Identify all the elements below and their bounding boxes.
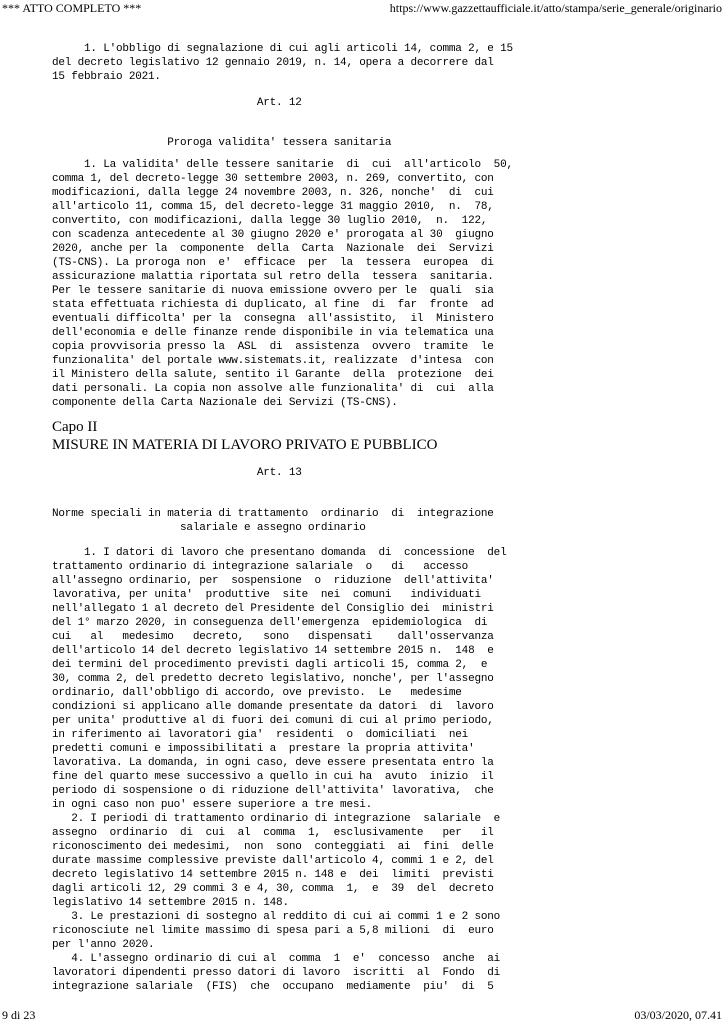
art13-title: Norme speciali in materia di trattamento ordinario di integrazione salariale e assegno ordinario [52,508,494,534]
art12-title: Proroga validita' tessera sanitaria [52,137,392,149]
art13-paragraphs: 1. I datori di lavoro che presentano domanda di concessione del trattamento ordinario di integrazione salariale o di accesso all'assegno ordinario, per sospensione o riduzione dell'attivita' lavorativa, per unita' produttive site nei comuni individuati nell'allegato 1 al decreto del Presidente del Consiglio dei ministri del 1° marzo 2020, in conseguenza dell'emergenza epidemiologica di cui al medesimo decreto, sono dispensati dall'osservanza dell'articolo 14 del decreto legislativo 14 settembre 2015 n. 148 e dei termini del procedimento previsti dagli articoli 15, comma 2, e 30, comma 2, del predetto decreto legislativo, nonche', per l'assegno ordinario, dall'obbligo di accordo, ove previsto. Le medesime condizioni si applicano alle domande presentate da datori di lavoro per unita' produttive al di fuori dei comuni di cui al primo periodo, in riferimento ai lavoratori gia' residenti o domiciliati nei predetti comuni e impossibilitati a prestare la propria attivita' lavorativa. La domanda, in ogni caso, deve essere presentata entro la fine del quarto mese successivo a quello in cui ha avuto inizio il periodo di sospensione o di riduzione dell'attivita' lavorativa, che in ogni caso non puo' essere superiore a tre mesi. 2. I periodi di trattamento ordinario di integrazione salariale e assegno ordinario di cui al comma 1, esclusivamente per il riconoscimento dei medesimi, non sono conteggiati ai fini delle durate massime complessive previste dall'articolo 4, commi 1 e 2, del decreto legislativo 14 settembre 2015 n. 148 e dei limiti previsti dagli articoli 12, 29 commi 3 e 4, 30, comma 1, e 39 del decreto legislativo 14 settembre 2015 n. 148. 3. Le prestazioni di sostegno al reddito di cui ai commi 1 e 2 sono riconosciute nel limite massimo di spesa pari a 5,8 milioni di euro per l'anno 2020. 4. L'assegno ordinario di cui al comma 1 e' concesso anche ai lavoratori dipendenti presso datori di lavoro iscritti al Fondo di integrazione salariale (FIS) che occupano mediamente piu' di 5 [52,547,507,993]
header-title: *** ATTO COMPLETO *** [2,1,142,15]
capo-title: MISURE IN MATERIA DI LAVORO PRIVATO E PUBBLICO [52,437,438,453]
art11-paragraph-1: 1. L'obbligo di segnalazione di cui agli articoli 14, comma 2, e 15 del decreto legislativo 12 gennaio 2019, n. 14, opera a decorrere dal 15 febbraio 2021. [52,43,513,83]
art12-paragraph-1: 1. La validita' delle tessere sanitarie di cui all'articolo 50, comma 1, del decreto-legge 30 settembre 2003, n. 269, convertito, con modificazioni, dalla legge 24 novembre 2003, n. 326, nonche' di cui all'articolo 11, comma 15, del decreto-legge 31 maggio 2010, n. 78, convertito, con modificazioni, dalla legge 30 luglio 2010, n. 122, con scadenza antecedente al 30 giugno 2020 e' prorogata al 30 giugno 2020, anche per la componente della Carta Nazionale dei Servizi (TS-CNS). La proroga non e' efficace per la tessera europea di assicurazione malattia riportata sul retro della tessera sanitaria. Per le tessere sanitarie di nuova emissione ovvero per le quali sia stata effettuata richiesta di duplicato, al fine di far fronte ad eventuali difficolta' per la consegna all'assistito, il Ministero dell'economia e delle finanze rende disponibile in via telematica una copia provvisoria presso la ASL di assistenza ovvero tramite le funzionalita' del portale www.sistemats.it, realizzate d'intesa con il Ministero della salute, sentito il Garante della protezione dei dati personali. La copia non assolve alle funzionalita' di cui alla componente della Carta Nazionale dei Servizi (TS-CNS). [52,159,513,409]
capo-label: Capo II [52,419,98,435]
art13-heading: Art. 13 [52,467,302,479]
print-header [0,0,724,16]
print-datetime: 03/03/2020, 07.41 [634,1008,722,1022]
page-number: 9 di 23 [2,1008,36,1022]
print-footer [0,1008,724,1022]
art12-heading: Art. 12 [52,97,302,109]
header-url: https://www.gazzettaufficiale.it/atto/stampa/serie_generale/originario [389,1,722,15]
